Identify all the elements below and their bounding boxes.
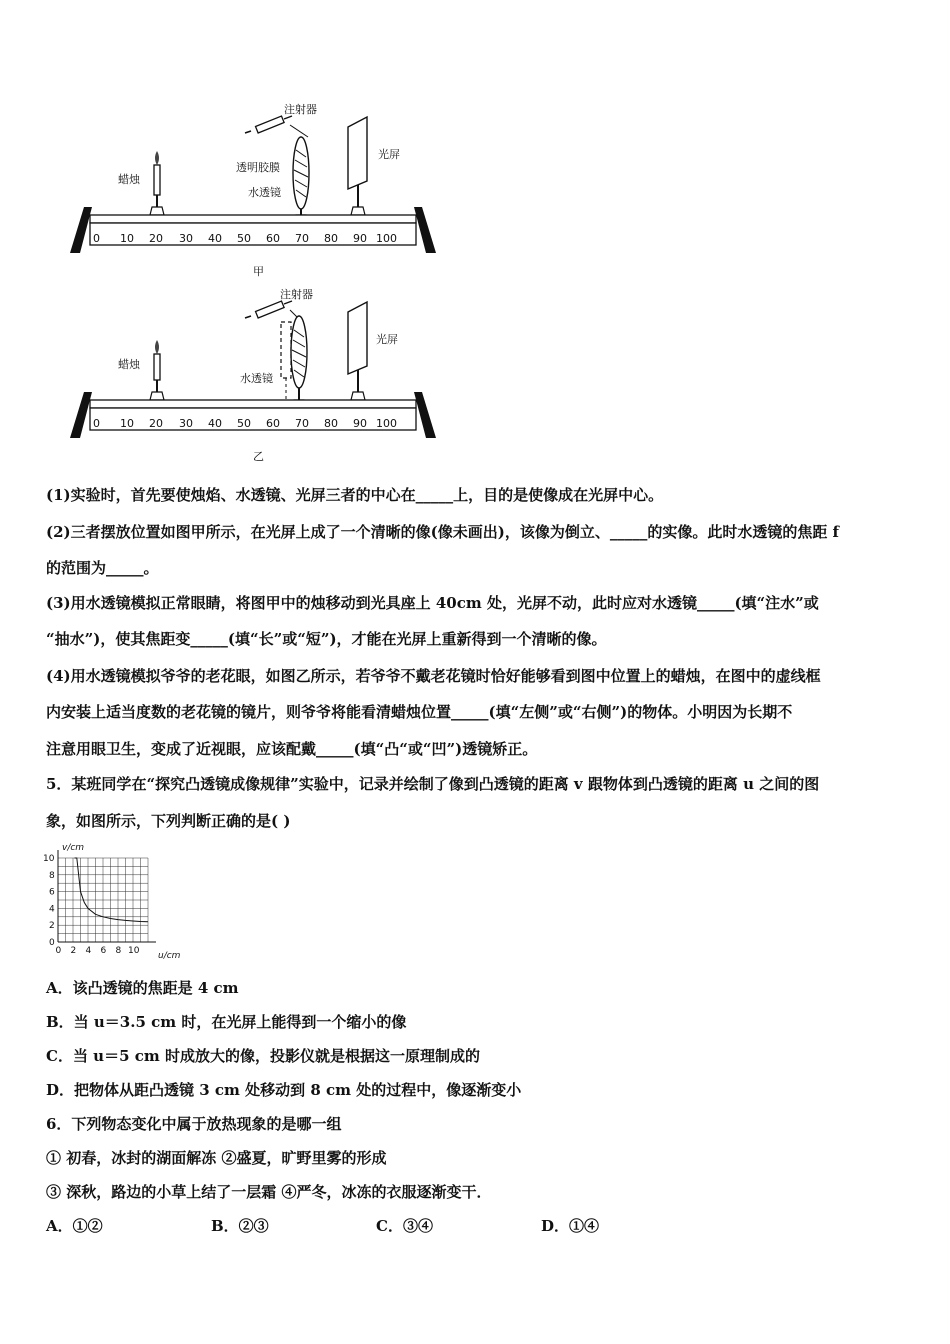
y-tick-label: 0 [49, 938, 55, 948]
candle-icon [150, 151, 164, 215]
svg-text:10: 10 [120, 417, 134, 430]
y-tick-label: 8 [49, 870, 55, 881]
svg-text:60: 60 [266, 232, 280, 245]
chart-grid [58, 858, 148, 942]
x-tick-label: 10 [128, 946, 140, 956]
q5-option-c: C．当 u＝5 cm 时成放大的像，投影仪就是根据这一原理制成的 [46, 1047, 480, 1065]
q5-stem-b: 象，如图所示，下列判断正确的是( ) [46, 812, 291, 830]
x-tick-label: 0 [55, 946, 62, 956]
syringe-label: 注射器 [280, 288, 313, 301]
q6-option-a: A．①② [46, 1217, 103, 1235]
svg-text:100: 100 [376, 417, 397, 430]
svg-text:40: 40 [208, 232, 222, 245]
q5-stem-a: 5．某班同学在“探究凸透镜成像规律”实验中，记录并绘制了像到凸透镜的距离 v 跟物体到凸透镜的距离 u 之间的图 [46, 775, 820, 793]
y-tick-label: 4 [49, 904, 55, 915]
svg-text:90: 90 [353, 232, 367, 245]
q4-part4c: 注意用眼卫生，变成了近视眼，应该配戴_____(填“凸“或“凹”)透镜矫正。 [46, 740, 538, 758]
svg-text:20: 20 [149, 232, 163, 245]
q6-option-c: C．③④ [376, 1217, 433, 1235]
svg-text:60: 60 [266, 417, 280, 430]
svg-text:80: 80 [324, 417, 338, 430]
q6-stem: 6．下列物态变化中属于放热现象的是哪一组 [46, 1115, 342, 1133]
syringe-icon [245, 301, 302, 322]
svg-text:10: 10 [120, 232, 134, 245]
x-tick-label: 8 [115, 946, 122, 956]
candle-label: 蜡烛 [118, 358, 140, 371]
svg-text:30: 30 [179, 232, 193, 245]
y-tick-label: 2 [49, 921, 55, 932]
svg-text:100: 100 [376, 232, 397, 245]
svg-text:40: 40 [208, 417, 222, 430]
left-stand [70, 392, 92, 438]
y-tick-label: 10 [43, 854, 55, 864]
lens-label: 水透镜 [240, 372, 273, 385]
q6-option-d: D．①④ [541, 1217, 600, 1235]
right-stand [414, 207, 436, 253]
q4-part4a: (4)用水透镜模拟爷爷的老花眼，如图乙所示，若爷爷不戴老花镜时恰好能够看到图中位置上的蜡烛，在图中的虚线框 [46, 667, 821, 685]
chart-x-axis-label: u/cm [158, 951, 181, 961]
q4-part2a: (2)三者摆放位置如图甲所示，在光屏上成了一个清晰的像(像未画出)，该像为倒立、_____的实像。此时水透镜的焦距 f [46, 523, 840, 541]
figure-caption-yi: 乙 [253, 450, 264, 463]
optical-bench-figure-yi [60, 280, 440, 465]
svg-text:90: 90 [353, 417, 367, 430]
q4-part3a: (3)用水透镜模拟正常眼睛，将图甲中的烛移动到光具座上 40cm 处，光屏不动，此时应对水透镜_____(填“注水”或 [46, 594, 819, 612]
candle-label: 蜡烛 [118, 173, 140, 186]
q6-line1: ① 初春，冰封的湖面解冻 ②盛夏，旷野里雾的形成 [46, 1149, 387, 1167]
chart-axes [58, 850, 156, 942]
light-screen-icon [348, 302, 367, 400]
light-screen-icon [348, 117, 367, 215]
x-tick-label: 6 [100, 946, 107, 956]
q6-option-b: B．②③ [211, 1217, 269, 1235]
y-tick-label: 6 [49, 887, 55, 898]
svg-text:50: 50 [237, 232, 251, 245]
q6-line2: ③ 深秋，路边的小草上结了一层霜 ④严冬，冰冻的衣服逐渐变干． [46, 1183, 492, 1201]
svg-text:0: 0 [93, 417, 100, 430]
svg-text:0: 0 [93, 232, 100, 245]
syringe-label: 注射器 [284, 103, 317, 116]
x-tick-label: 4 [85, 946, 92, 956]
q4-part3b: “抽水”)，使其焦距变_____(填“长”或“短”)，才能在光屏上重新得到一个清晰的像。 [46, 630, 607, 648]
dashed-lens-frame [281, 322, 291, 378]
chart-y-axis-label: v/cm [62, 843, 85, 853]
q5-option-a: A．该凸透镜的焦距是 4 cm [46, 979, 239, 997]
q4-part4b: 内安装上适当度数的老花镜的镜片，则爷爷将能看清蜡烛位置_____(填“左侧”或“右侧”)的物体。小明因为长期不 [46, 703, 793, 721]
svg-text:30: 30 [179, 417, 193, 430]
q5-option-d: D．把物体从距凸透镜 3 cm 处移动到 8 cm 处的过程中，像逐渐变小 [46, 1081, 522, 1099]
syringe-icon [245, 116, 308, 137]
figure-caption-jia: 甲 [253, 265, 264, 278]
v-u-graph [40, 838, 190, 963]
right-stand [414, 392, 436, 438]
water-lens-shape [291, 316, 307, 388]
candle-icon [150, 340, 164, 400]
screen-label: 光屏 [378, 148, 400, 161]
left-stand [70, 207, 92, 253]
svg-text:50: 50 [237, 417, 251, 430]
lens-label: 水透镜 [248, 186, 281, 199]
q4-part1: (1)实验时，首先要使烛焰、水透镜、光屏三者的中心在_____上，目的是使像成在光屏中心。 [46, 486, 664, 504]
optical-bench-figure-jia [60, 95, 440, 280]
svg-text:70: 70 [295, 417, 309, 430]
q4-part2b: 的范围为_____。 [46, 559, 159, 577]
svg-text:70: 70 [295, 232, 309, 245]
q5-option-b: B．当 u＝3.5 cm 时，在光屏上能得到一个缩小的像 [46, 1013, 407, 1031]
svg-text:20: 20 [149, 417, 163, 430]
svg-text:80: 80 [324, 232, 338, 245]
membrane-label: 透明胶膜 [236, 161, 280, 174]
chart-series-line [75, 858, 149, 922]
screen-label: 光屏 [376, 333, 398, 346]
x-tick-label: 2 [70, 946, 77, 956]
